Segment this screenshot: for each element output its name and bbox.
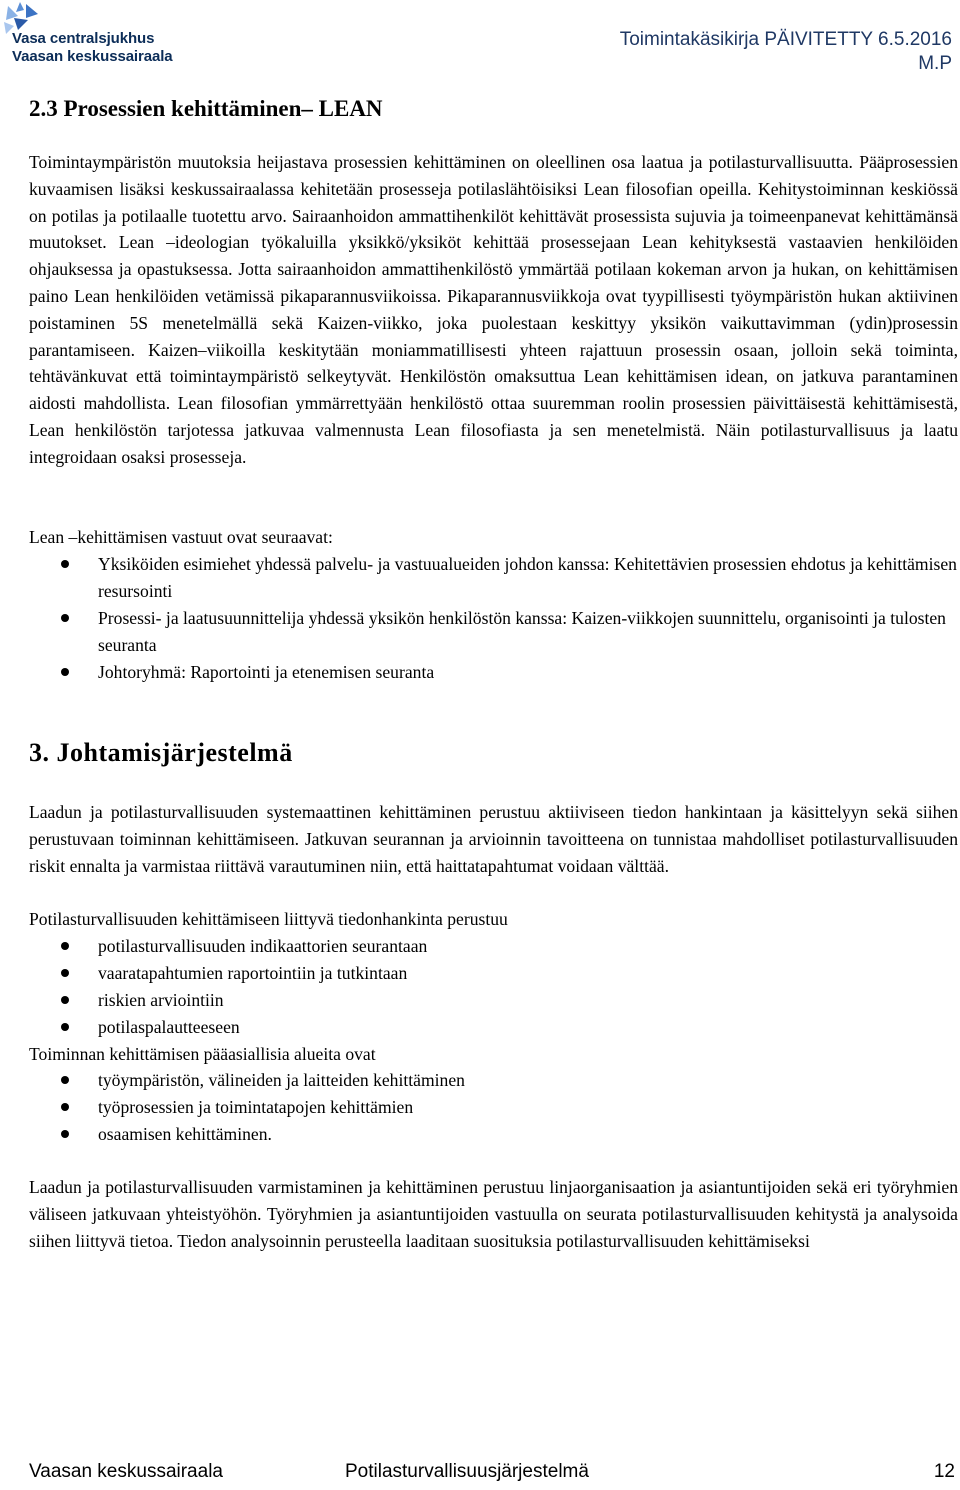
info-list (29, 933, 958, 1041)
footer-organization: Vaasan keskussairaala (29, 1461, 223, 1482)
page-footer (29, 1461, 955, 1487)
info-intro: Potilasturvallisuuden kehittämiseen liittyvä tiedonhankinta perustuu (29, 908, 508, 929)
list-item: vaaratapahtumien raportointiin ja tutkintaan (29, 960, 958, 987)
management-paragraph-2: Laadun ja potilasturvallisuuden varmistaminen ja kehittäminen perustuu linjaorganisaation ja asiantuntijoiden sekä eri työryhmien väliseen jatkuvaan yhteistyöhön. Työryhmien ja asiantuntijoiden vastuulla on seurata potilasturvallisuuden kehitystä ja analysoida siihen liittyvä tietoa. Tiedon analysoinnin perusteella laaditaan suosituksia potilasturvallisuuden kehittämiseksi (29, 1177, 958, 1251)
lean-paragraph: Toimintaympäristön muutoksia heijastava prosessien kehittäminen on oleellinen osa laatua ja potilasturvallisuutta. Pääprosessien kuvaamisen lisäksi keskussairaalassa kehitetään prosesseja potilaslähtöisiksi Lean filosofian opeilla. Kehitystoiminnan keskiössä on potilas ja potilaalle tuotettu arvo. Sairaanhoidon ammattihenkilöt kehittävät prosessista sujuvia ja toimeenpanevat kehittämänsä muutokset. Lean –ideologian työkaluilla yksikkö/yksiköt kehittää prosessejaan Lean kehityksestä vastaavien henkilöiden ohjauksessa ja opastuksessa. Jotta sairaanhoidon ammattihenkilöstö ymmärtää potilaan kokeman arvon ja hukan, on kehittämisen paino Lean henkilöiden vetämissä pikaparannusviikoissa. Pikaparannusviikkoja ovat tyypillisesti työympäristön hukan aktiivinen poistaminen 5S menetelmällä sekä Kaizen-viikko, joka puolestaan keskittyy yksikön vaikuttavimman (ydin)prosessin parantamiseen. Kaizen–viikoilla keskitytään moniammatillisesti yhteen rajattuun prosessin osaan, jolloin sekä toiminta, tehtävänkuvat että toimintaympäristö selkeytyvät. Henkilöstön omaksuttua Lean kehittämisen idean, on jatkuva parantaminen aidosti mahdollista. Lean filosofian ymmärrettyään henkilöstö ottaa suuremman roolin prosessien päivittäisestä kehittämisestä, Lean henkilöstön tarjotessa jatkuvaa valmennusta Lean filosofiasta ja sen menetelmistä. Näin potilasturvallisuus ja laatu integroidaan osaksi prosesseja. (29, 152, 958, 467)
list-item: Yksiköiden esimiehet yhdessä palvelu- ja vastuualueiden johdon kanssa: Kehitettävien prosessien ehdotus ja kehittämisen resursointi (29, 551, 958, 605)
areas-list (29, 1067, 958, 1148)
hospital-logo (0, 0, 210, 70)
bullet-icon (61, 668, 69, 676)
bullet-icon (61, 1130, 69, 1138)
list-item: osaamisen kehittäminen. (29, 1121, 958, 1148)
responsibilities-intro: Lean –kehittämisen vastuut ovat seuraavat: (29, 526, 333, 547)
bullet-icon (61, 969, 69, 977)
footer-document: Potilasturvallisuusjärjestelmä (345, 1461, 589, 1482)
list-item: Prosessi- ja laatusuunnittelija yhdessä yksikön henkilöstön kanssa: Kaizen-viikkojen suunnittelu, organisointi ja tulosten seuranta (29, 605, 958, 659)
page-number: 12 (933, 1461, 955, 1482)
list-item: potilasturvallisuuden indikaattorien seurantaan (29, 933, 958, 960)
management-paragraph-1: Laadun ja potilasturvallisuuden systemaattinen kehittäminen perustuu aktiiviseen tiedon hankintaan ja käsittelyyn sekä siihen perustuvaan toiminnan kehittämiseen. Jatkuvan seurannan ja arvioinnin tavoitteena on tunnistaa mahdolliset potilasturvallisuuden riskit ennalta ja varmistaa riittävä varautuminen niin, että haittatapahtumat voidaan välttää. (29, 802, 958, 876)
document-author: M.P (918, 53, 952, 74)
list-item: Johtoryhmä: Raportointi ja etenemisen seuranta (29, 659, 958, 686)
bullet-icon (61, 1076, 69, 1084)
bullet-icon (61, 1103, 69, 1111)
bullet-icon (61, 560, 69, 568)
logo-text-swedish: Vasa centralsjukhus (12, 30, 155, 47)
section-heading-lean: 2.3 Prosessien kehittäminen– LEAN (29, 96, 383, 121)
list-item: potilaspalautteeseen (29, 1014, 958, 1041)
document-title: Toimintakäsikirja PÄIVITETTY 6.5.2016 (619, 29, 952, 50)
bullet-icon (61, 1023, 69, 1031)
bullet-icon (61, 942, 69, 950)
logo-text-finnish: Vaasan keskussairaala (12, 48, 173, 65)
areas-intro: Toiminnan kehittämisen pääasiallisia alueita ovat (29, 1043, 376, 1064)
document-header (620, 28, 952, 76)
list-item: työympäristön, välineiden ja laitteiden kehittäminen (29, 1067, 958, 1094)
chapter-heading-management: 3. Johtamisjärjestelmä (29, 738, 293, 768)
list-item: riskien arviointiin (29, 987, 958, 1014)
responsibilities-list (29, 551, 958, 686)
list-item: työprosessien ja toimintatapojen kehittämien (29, 1094, 958, 1121)
page-content (29, 94, 958, 1255)
bullet-icon (61, 614, 69, 622)
bullet-icon (61, 996, 69, 1004)
